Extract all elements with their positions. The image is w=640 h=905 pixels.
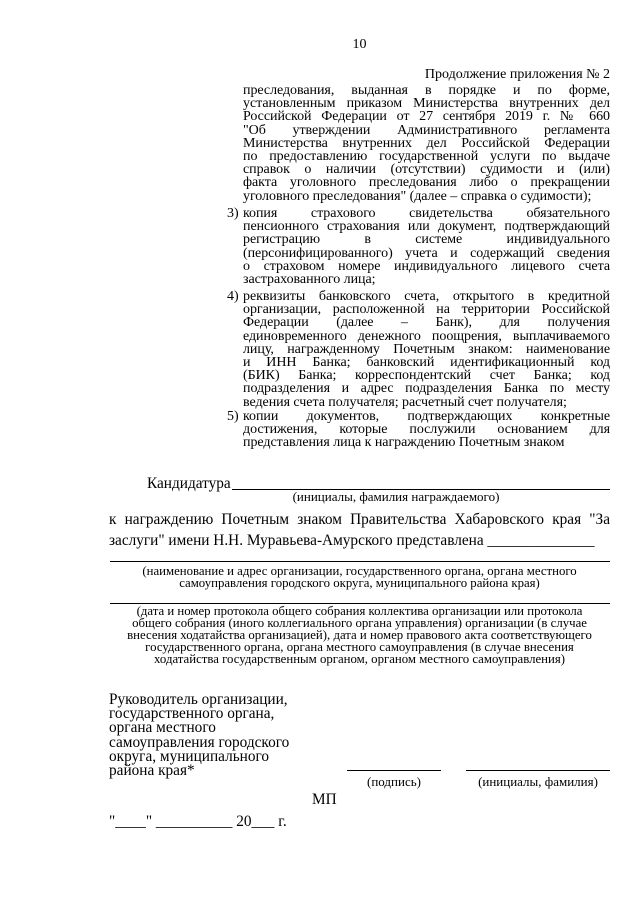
organization-hint (109, 565, 610, 589)
date-line: "____" __________ 20___ г. (109, 813, 287, 830)
item-number: 4) (227, 289, 239, 304)
paragraph-line: лицу, награжденному Почетным знаком: наименование (243, 341, 610, 357)
requirement-item-3 (227, 206, 610, 287)
paragraph-line: уголовного преследования" (далее – справка о судимости); (243, 188, 592, 204)
signer-title (109, 693, 339, 778)
hint-line: государственного органа, органа местного самоуправления (в случае внесения (145, 640, 574, 654)
requirement-continuation (243, 84, 610, 203)
signature-hint: (подпись) (367, 774, 421, 789)
paragraph-line: Российской Федерации от 27 сентября 2019 г. № 660 (243, 109, 610, 125)
paragraph-line: (БИК) Банка; корреспондентский счет Банка; код (243, 368, 610, 384)
hint-line: внесения ходатайства организацией), дата и номер правового акта соответствующего (127, 628, 592, 642)
paragraph-line: и ИНН Банка; банковский идентификационный код (243, 354, 610, 370)
hint-line: (дата и номер протокола общего собрания коллектива организации или протокола (136, 604, 583, 618)
signature-line (347, 770, 441, 771)
hint-line: ходатайства государственным органом, органом местного самоуправления) (154, 652, 565, 666)
paragraph-line: организации, расположенной на территории Российской (243, 302, 610, 318)
signer-line: района края* (109, 761, 195, 779)
requirement-item-4 (227, 289, 610, 410)
signer-name-hint: (инициалы, фамилия) (478, 774, 598, 789)
paragraph-line: пенсионного страхования или документ, подтверждающий (243, 219, 610, 235)
candidate-label: Кандидатура (147, 475, 231, 492)
signer-line: органа местного (109, 719, 216, 737)
signer-line: государственного органа, (109, 705, 275, 723)
protocol-hint (109, 605, 610, 665)
paragraph-line: реквизиты банковского счета, открытого в кредитной (243, 289, 610, 304)
paragraph-line: застрахованного лица; (243, 271, 376, 287)
paragraph-line: копии документов, подтверждающих конкретные (243, 409, 610, 424)
paragraph-line: по предоставлению государственной услуги по выдаче (243, 148, 610, 164)
paragraph-line: Федерации (далее – Банк), для получения (243, 315, 610, 331)
paragraph-line: установленным приказом Министерства внутренних дел (243, 96, 610, 112)
hint-line: самоуправления городского округа, муниципального района края) (179, 576, 540, 590)
page-number: 10 (352, 37, 367, 52)
signer-line: Руководитель организации, (109, 691, 288, 708)
requirement-item-5 (227, 409, 610, 451)
signer-line: округа, муниципального (109, 747, 270, 765)
paragraph-line: справок о наличии (отсутствии) судимости и (или) (243, 162, 610, 178)
item-number: 5) (227, 409, 239, 424)
paragraph-line: подразделения и адрес подразделения Банка по месту (243, 381, 610, 397)
paragraph-line: (персонифицированного) учета и содержащий сведения (243, 245, 610, 261)
continuation-header: Продолжение приложения № 2 (424, 67, 610, 82)
nomination-statement-line: к награждению Почетным знаком Правительства Хабаровского края "За (109, 511, 610, 528)
paragraph-line: Министерства внутренних дел Российской Федерации (243, 135, 610, 151)
hint-line: общего собрания (иного коллегиального органа управления) организации (в случае (132, 616, 587, 630)
paragraph-line: "Об утверждении Административного регламента (243, 122, 610, 138)
candidate-hint: (инициалы, фамилия награждаемого) (292, 489, 500, 504)
paragraph-line: копия страхового свидетельства обязательного (243, 206, 610, 221)
signer-line: самоуправления городского (109, 733, 290, 751)
nomination-statement-line: заслуги" имени Н.Н. Муравьева-Амурского представлена ______________ (109, 532, 595, 549)
signer-name-line (466, 770, 610, 771)
paragraph-line: о страховом номере индивидуального лицевого счета (243, 258, 610, 274)
item-number: 3) (227, 206, 239, 221)
hint-line: (наименование и адрес организации, государственного органа, органа местного (142, 564, 577, 578)
paragraph-line: преследования, выданная в порядке и по форме, (243, 83, 610, 98)
seal-mark: МП (312, 791, 337, 808)
paragraph-line: ведения счета получателя; расчетный счет получателя; (243, 394, 567, 410)
paragraph-line: достижения, которые послужили основанием для (243, 422, 610, 438)
organization-line (110, 561, 610, 562)
paragraph-line: единовременного денежного поощрения, выплачиваемого (243, 328, 610, 344)
paragraph-line: факта уголовного преследования либо о прекращении (243, 175, 610, 191)
paragraph-line: представления лица к награждению Почетным знаком (243, 435, 565, 451)
paragraph-line: регистрацию в системе индивидуального (243, 232, 610, 248)
